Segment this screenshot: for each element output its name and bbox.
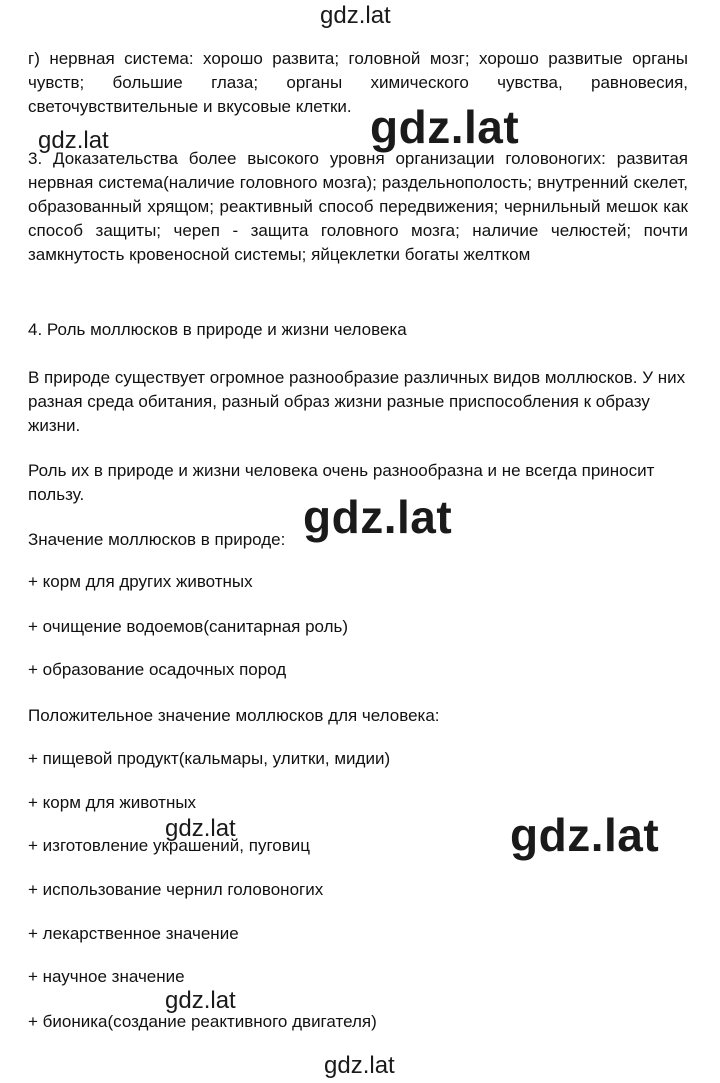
human-heading: Положительное значение моллюсков для человека:	[28, 706, 440, 725]
paragraph-evidence: 3. Доказательства более высокого уровня организации головоногих: развитая нервная система(наличие головного мозга); раздельнополость; внутренний скелет, образованный хрящом; реактивный способ передвижения; чернильный мешок как способ защиты; череп - защита головного мозга; наличие челюстей; почти замкнутость кровеносной системы; яйцеклетки богаты желтком	[28, 149, 688, 264]
paragraph-role: Роль их в природе и жизни человека очень разнообразна и не всегда приносит пользу.	[28, 461, 655, 504]
nature-heading: Значение моллюсков в природе:	[28, 530, 286, 549]
list-item: + научное значение	[28, 967, 185, 986]
list-item: + бионика(создание реактивного двигателя)	[28, 1012, 377, 1031]
list-item: + очищение водоемов(санитарная роль)	[28, 617, 349, 636]
list-item: + пищевой продукт(кальмары, улитки, мидии)	[28, 749, 391, 768]
list-item: + образование осадочных пород	[28, 660, 287, 679]
paragraph-nervous-system: г) нервная система: хорошо развита; головной мозг; хорошо развитые органы чувств; большие глаза; органы химического чувства, равновесия, светочувствительные и вкусовые клетки.	[28, 49, 688, 116]
list-item: + корм для животных	[28, 793, 197, 812]
watermark: gdz.lat	[303, 491, 453, 543]
list-item: + использование чернил головоногих	[28, 880, 324, 899]
section-heading-role: 4. Роль моллюсков в природе и жизни человека	[28, 320, 407, 339]
list-item: + лекарственное значение	[28, 924, 239, 943]
list-item: + корм для других животных	[28, 572, 253, 591]
watermark: gdz.lat	[165, 815, 236, 842]
watermark: gdz.lat	[510, 809, 660, 861]
watermark: gdz.lat	[165, 987, 236, 1014]
paragraph-diversity: В природе существует огромное разнообразие различных видов моллюсков. У них разная среда обитания, разный образ жизни разные приспособления к образу жизни.	[28, 368, 686, 435]
list-item: + изготовление украшений, пуговиц	[28, 836, 310, 855]
watermark: gdz.lat	[370, 101, 520, 153]
watermark: gdz.lat	[38, 127, 109, 154]
watermark: gdz.lat	[324, 1052, 395, 1079]
watermark: gdz.lat	[320, 2, 391, 29]
